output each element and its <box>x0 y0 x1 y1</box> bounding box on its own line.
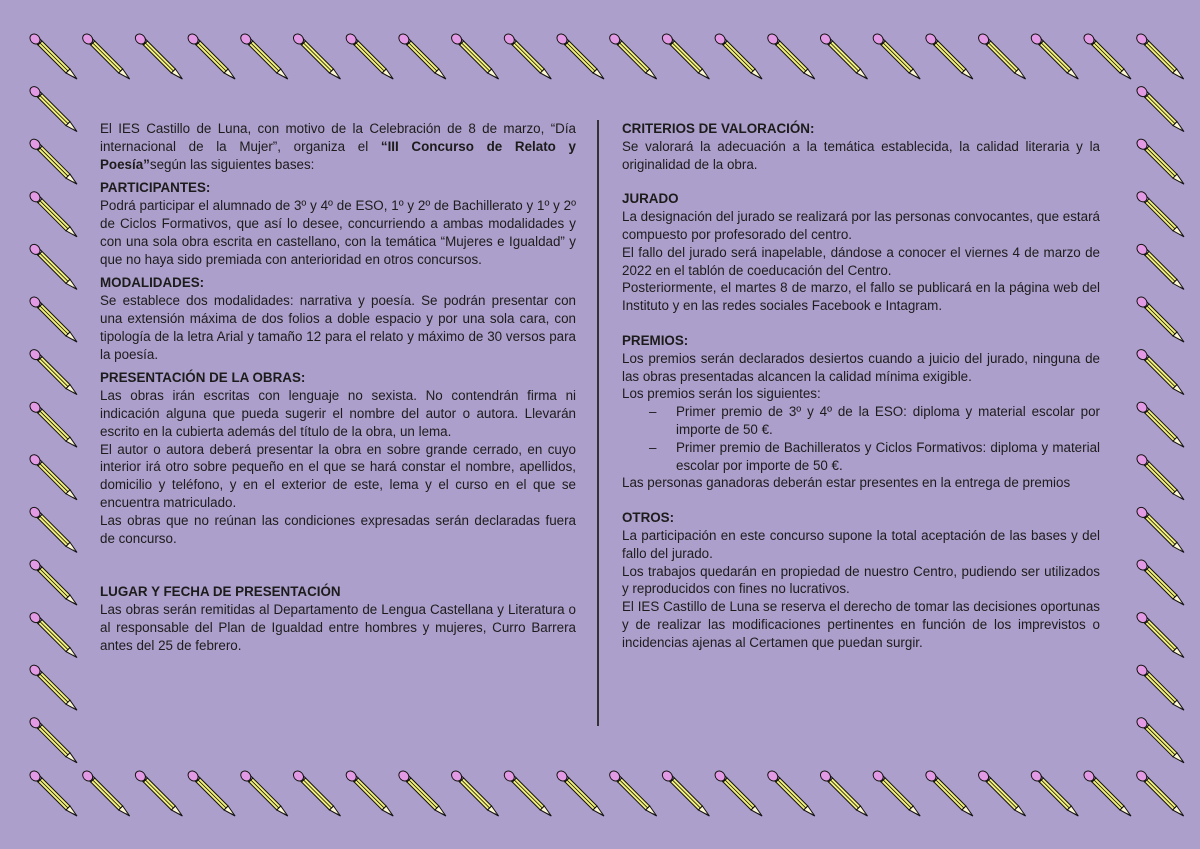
otros-p3: El IES Castillo de Luna se reserva el derecho de tomar las decisiones oportunas y de realizar las modificaciones pertinentes en función de los imprevistos o incidencias ajenas al Certamen que puedan surgir. <box>622 599 1100 650</box>
pencil-icon <box>608 32 657 79</box>
pencil-icon <box>81 769 130 816</box>
presentacion-p3: Las obras que no reúnan las condiciones expresadas serán declaradas fuera de concurso. <box>100 512 576 546</box>
pencil-icon <box>1135 453 1184 500</box>
pencil-icon <box>1082 769 1131 816</box>
pencil-icon <box>1135 558 1184 605</box>
pencil-icon <box>1135 137 1184 184</box>
intro-tail: según las siguientes bases: <box>149 156 315 172</box>
premios-heading: PREMIOS: <box>622 332 689 348</box>
dash-bullet: – <box>649 404 657 420</box>
pencil-icon <box>28 348 77 395</box>
pencil-icon <box>924 32 973 79</box>
pencil-icon <box>28 611 77 658</box>
pencil-icon <box>660 32 709 79</box>
pencil-icon <box>28 295 77 342</box>
pencil-icon <box>1029 769 1078 816</box>
pencil-icon <box>1029 32 1078 79</box>
premios-p1: Los premios serán declarados desiertos cuando a juicio del jurado, ninguna de las obras presentadas alcancen la calidad mínima exigible. <box>622 350 1100 384</box>
premios-p3: Las personas ganadoras deberán estar presentes en la entrega de premios <box>622 475 1071 491</box>
pencil-icon <box>28 505 77 552</box>
pencil-icon <box>28 85 77 132</box>
pencil-icon <box>450 769 499 816</box>
pencil-icon <box>1135 85 1184 132</box>
pencil-icon <box>186 769 235 816</box>
premios-p2: Los premios serán los siguientes: <box>622 386 821 402</box>
pencil-icon <box>818 769 867 816</box>
prize-text: Primer premio de 3º y 4º de la ESO: diploma y material escolar por importe de 50 €. <box>676 404 1100 437</box>
criterios-body: Se valorará la adecuación a la temática establecida, la calidad literaria y la originalidad de la obra. <box>622 138 1100 172</box>
pencil-icon <box>397 769 446 816</box>
pencil-icon <box>1135 400 1184 447</box>
dash-bullet: – <box>649 439 657 455</box>
pencil-icon <box>28 242 77 289</box>
right-column <box>622 120 1100 652</box>
pencil-icon <box>871 769 920 816</box>
pencil-icon <box>291 32 340 79</box>
otros-p1: La participación en este concurso supone la total aceptación de las bases y del fallo del jurado. <box>622 527 1100 561</box>
pencil-icon <box>291 769 340 816</box>
pencil-icon <box>344 769 393 816</box>
presentacion-p1: Las obras irán escritas con lenguaje no sexista. No contendrán firma ni indicación alguna que pueda sugerir el nombre del autor o autora. Llevarán escrito en la cubierta además del título de la obra, un lema. <box>100 388 576 439</box>
pencil-icon <box>713 32 762 79</box>
pencil-icon <box>133 769 182 816</box>
jurado-p1: La designación del jurado se realizará por las personas convocantes, que estará compuesto por profesorado del centro. <box>622 209 1100 242</box>
pencil-icon <box>977 769 1026 816</box>
presentacion-p2: El autor o autora deberá presentar la obra en sobre grande cerrado, en cuyo interior irá otro sobre pequeño en el que se hará constar el nombre, apellidos, domicilio y teléfono, y en el exterior de este, lema y el curso en el que se encuentra matriculado. <box>100 441 576 510</box>
pencil-icon <box>28 663 77 710</box>
pencil-icon <box>81 32 130 79</box>
pencil-icon <box>1135 716 1184 763</box>
pencil-icon <box>397 32 446 79</box>
pencil-icon <box>239 32 288 79</box>
prize-list <box>622 403 1100 474</box>
prize-text: Primer premio de Bachilleratos y Ciclos Formativos: diploma y material escolar por importe de 50 €. <box>676 439 1100 473</box>
pencil-icon <box>871 32 920 79</box>
pencil-icon <box>555 32 604 79</box>
modalidades-body: Se establece dos modalidades: narrativa y poesía. Se podrán presentar con una extensión máxima de dos folios a doble espacio y por una sola cara, con tipología de la letra Arial y tamaño 12 para el relato y máximo de 30 versos para la poesía. <box>100 293 576 362</box>
lugar-body: Las obras serán remitidas al Departamento de Lengua Castellana y Literatura o al responsable del Plan de Igualdad entre hombres y mujeres, Curro Barrera antes del 25 de febrero. <box>100 602 576 653</box>
intro-text: El IES Castillo de Luna, con motivo de la Celebración de 8 de marzo, “Día internacional de la Mujer”, organiza el <box>100 121 576 154</box>
pencil-icon <box>239 769 288 816</box>
pencil-icon <box>28 400 77 447</box>
otros-p2: Los trabajos quedarán en propiedad de nuestro Centro, pudiendo ser utilizados y reproducidos con fines no lucrativos. <box>622 563 1100 597</box>
pencil-icon <box>660 769 709 816</box>
pencil-icon <box>28 190 77 237</box>
otros-heading: OTROS: <box>622 510 675 526</box>
modalidades-heading: MODALIDADES: <box>100 275 205 291</box>
pencil-icon <box>818 32 867 79</box>
pencil-icon <box>555 769 604 816</box>
pencil-icon <box>977 32 1026 79</box>
left-column <box>100 120 576 655</box>
pencil-icon <box>28 558 77 605</box>
pencil-icon <box>28 137 77 184</box>
lugar-heading: LUGAR Y FECHA DE PRESENTACIÓN <box>100 584 341 600</box>
pencil-icon <box>186 32 235 79</box>
pencil-icon <box>1135 295 1184 342</box>
list-item <box>649 439 1100 475</box>
pencil-icon <box>28 769 77 816</box>
pencil-icon <box>1135 242 1184 289</box>
pencil-icon <box>450 32 499 79</box>
pencil-icon <box>28 453 77 500</box>
list-item <box>649 403 1100 439</box>
pencil-icon <box>1135 348 1184 395</box>
pencil-icon <box>133 32 182 79</box>
jurado-p3: Posteriormente, el martes 8 de marzo, el fallo se publicará en la página web del Instituto y en las redes sociales Facebook e Intagram. <box>622 280 1100 314</box>
pencil-icon <box>1135 190 1184 237</box>
participantes-body: Podrá participar el alumnado de 3º y 4º de ESO, 1º y 2º de Bachillerato y 1º y 2º de Ciclos Formativos, que así lo desee, concurriendo a ambas modalidades y con una sola obra escrita en castellano, con la temática “Mujeres e Igualdad” y que no haya sido premiada con anterioridad en otros concursos. <box>100 198 576 267</box>
pencil-icon <box>28 32 77 79</box>
jurado-p2: El fallo del jurado será inapelable, dándose a conocer el viernes 4 de marzo de 2022 en el tablón de coeducación del Centro. <box>622 244 1100 278</box>
pencil-icon <box>502 769 551 816</box>
pencil-icon <box>28 716 77 763</box>
pencil-icon <box>713 769 762 816</box>
criterios-heading: CRITERIOS DE VALORACIÓN: <box>622 121 815 136</box>
pencil-icon <box>1135 663 1184 710</box>
jurado-heading: JURADO <box>622 191 679 207</box>
participantes-heading: PARTICIPANTES: <box>100 180 211 196</box>
pencil-icon <box>502 32 551 79</box>
pencil-icon <box>1135 611 1184 658</box>
pencil-icon <box>1082 32 1131 79</box>
presentacion-heading: PRESENTACIÓN DE LA OBRAS: <box>100 370 306 386</box>
pencil-icon <box>1135 505 1184 552</box>
pencil-icon <box>924 769 973 816</box>
pencil-icon <box>1135 769 1184 816</box>
pencil-icon <box>608 769 657 816</box>
column-divider <box>597 120 599 726</box>
pencil-icon <box>344 32 393 79</box>
pencil-icon <box>766 769 815 816</box>
pencil-icon <box>1135 32 1184 79</box>
intro-paragraph <box>100 120 576 173</box>
pencil-icon <box>766 32 815 79</box>
contest-title: “III Concurso de Relato y Poesía” <box>100 138 576 172</box>
